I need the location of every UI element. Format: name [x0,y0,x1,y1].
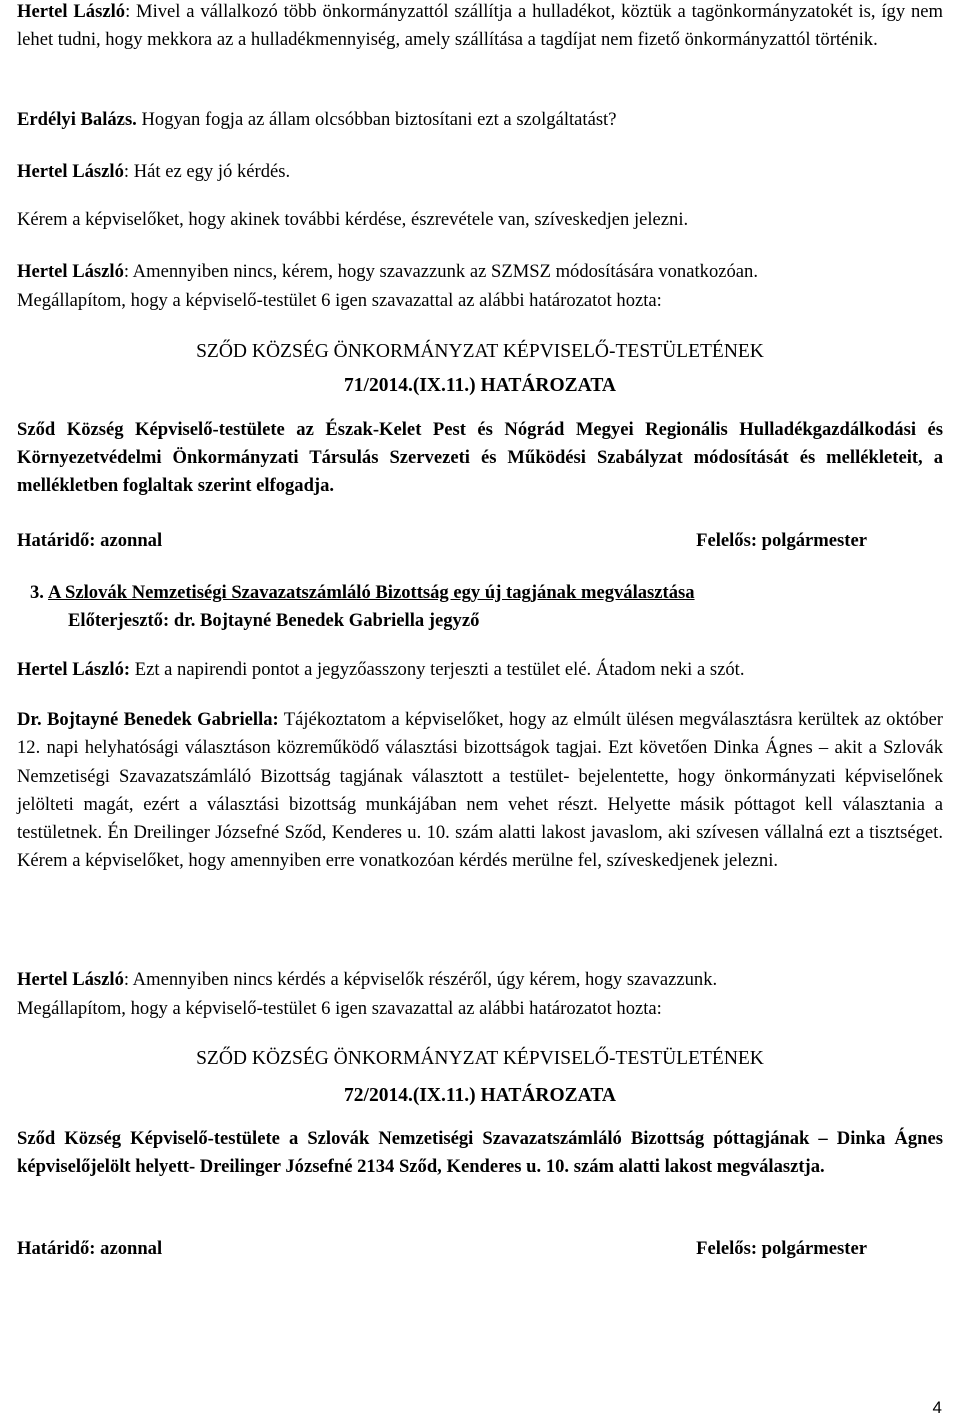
paragraph-hertel-3 [17,258,943,286]
paragraph-text: : Hát ez egy jó kérdés. [123,161,291,182]
deadline-label: Határidő: azonnal [17,1238,163,1259]
page-number: 4 [932,1398,942,1417]
agenda-item [17,579,960,635]
responsible-label: Felelős: polgármester [696,530,867,551]
resolution-1-number: 71/2014.(IX.11.) HATÁROZATA [344,375,616,396]
statement-text: Megállapítom, hogy a képviselő-testület 6 igen szavazattal az alábbi határozatot hozta: [17,290,662,311]
speaker-name: Hertel László [17,161,124,182]
paragraph-text: : Amennyiben nincs, kérem, hogy szavazzunk az SZMSZ módosítására vonatkozóan. [123,261,758,282]
statement-text: Megállapítom, hogy a képviselő-testület 6 igen szavazattal az alábbi határozatot hozta: [17,998,662,1019]
paragraph-text: Ezt a napirendi pontot a jegyzőasszony terjeszti a testület elé. Átadom neki a szót. [130,659,745,680]
paragraph-text: Hogyan fogja az állam olcsóbban biztosítani ezt a szolgáltatást? [136,109,617,130]
resolution-1-title: SZŐD KÖZSÉG ÖNKORMÁNYZAT KÉPVISELŐ-TESTÜLETÉNEK [196,341,764,362]
speaker-name: Hertel László: [17,659,131,680]
paragraph-request [17,206,943,234]
agenda-heading [30,579,960,607]
paragraph-text: : Amennyiben nincs kérdés a képviselők részéről, úgy kérem, hogy szavazzunk. [123,969,718,990]
resolution-2-body: Sződ Község Képviselő-testülete a Szlovák Nemzetiségi Szavazatszámláló Bizottság póttagjának – Dinka Ágnes képviselőjelölt helyett- Dreilinger Józsefné 2134 Sződ, Kenderes u. 10. szám alatti lakost megválasztja. [17,1128,943,1177]
speaker-name: Erdélyi Balázs. [17,109,137,130]
paragraph-text: : Mivel a vállalkozó több önkormányzattól szállítja a hulladékot, köztük a tagönkormányzatokét is, így nem lehet tudni, hogy mekkora az a hulladékmennyiség, amely szállítása a tagdíjat nem fizető önkormányzattól történik. [17,1,943,50]
agenda-title: A Szlovák Nemzetiségi Szavazatszámláló Bizottság egy új tagjának megválasztása [48,582,695,603]
resolution-1-body: Sződ Község Képviselő-testülete az Észak-Kelet Pest és Nógrád Megyei Regionális Hulladékgazdálkodási és Környezetvédelmi Önkormányzati Társulás Szervezeti és Működési Szabályzat módosítását és mellékleteit, a mellékletben foglaltak szerint elfogadja. [17,419,943,496]
statement-line [17,995,943,1023]
speaker-name: Hertel László [17,261,124,282]
responsible-label: Felelős: polgármester [696,1238,867,1259]
resolution-2-number: 72/2014.(IX.11.) HATÁROZATA [344,1085,616,1106]
statement-line [17,287,943,315]
resolution-2-footer [17,1235,943,1263]
paragraph-text: Tájékoztatom a képviselőket, hogy az elmúlt ülésen megválasztásra kerültek az október 12. napi helyhatósági választáson közreműködő választási bizottságok tagjai. Ezt követően Dinka Ágnes – akit a Szlovák Nemzetiségi Szavazatszámláló Bizottság tagjának választott a testület- bejelentette, hogy önkormányzati képviselőnek jelölteti magát, ezért a választási bizottság munkájában nem vehet részt. Helyette másik póttagot kell választania a testületnek. Én Dreilinger Józsefné Sződ, Kenderes u. 10. szám alatti lakost javaslom, aki szívesen vállalná ezt a tisztséget. Kérem a képviselőket, hogy amennyiben erre vonatkozóan kérdés merülne fel, szíveskedjenek jelezni. [17,709,943,872]
paragraph-hertel-5 [17,966,943,994]
agenda-presenter: Előterjesztő: dr. Bojtayné Benedek Gabriella jegyző [68,610,480,631]
paragraph-hertel-1 [17,0,943,54]
speaker-name: Hertel László [17,1,126,22]
deadline-label: Határidő: azonnal [17,530,163,551]
paragraph-text: Kérem a képviselőket, hogy akinek további kérdése, észrevétele van, szíveskedjen jelezni. [17,209,689,230]
paragraph-erdelyi [17,106,943,134]
paragraph-hertel-4 [17,656,943,684]
agenda-number: 3. [30,582,44,603]
paragraph-bojtayne [17,706,943,876]
resolution-1-footer [17,527,943,555]
paragraph-hertel-2 [17,158,943,186]
resolution-2-title: SZŐD KÖZSÉG ÖNKORMÁNYZAT KÉPVISELŐ-TESTÜLETÉNEK [196,1048,764,1069]
speaker-name: Hertel László [17,969,124,990]
speaker-name: Dr. Bojtayné Benedek Gabriella: [17,709,279,730]
